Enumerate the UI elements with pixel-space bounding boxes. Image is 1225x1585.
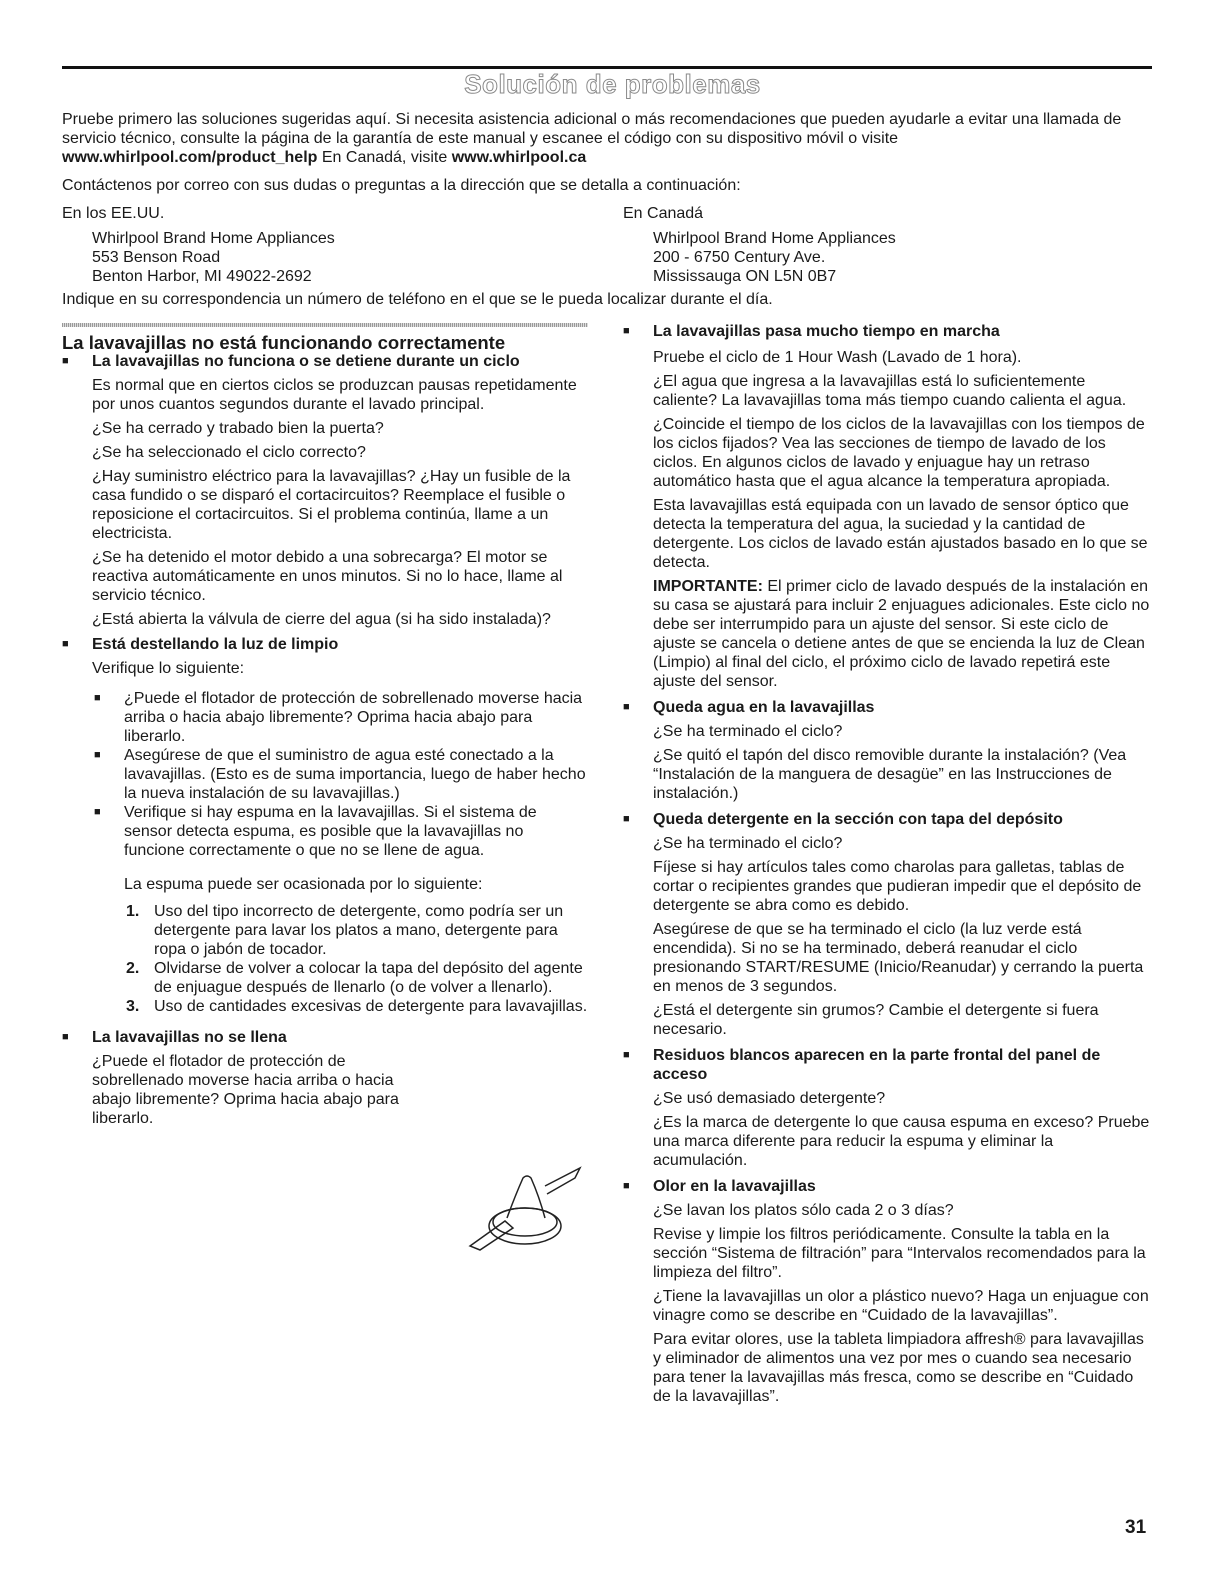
sub-bullet: ■ ¿Puede el flotador de protección de sobrellenado moverse hacia arriba o hacia abajo libremente? Oprima hacia abajo para liberarlo. [92, 689, 588, 746]
overfill-float-illustration [465, 1166, 585, 1251]
bullet-heading: ■ Queda agua en la lavavajillas [623, 698, 1151, 717]
body-text: Pruebe el ciclo de 1 Hour Wash (Lavado de 1 hora). [653, 349, 1022, 366]
body-text: ¿Se ha terminado el ciclo? [653, 835, 843, 852]
body-text: Esta lavavajillas está equipada con un lavado de sensor óptico que detecta la temperatura del agua, la suciedad y la cantidad de detergente. Los ciclos de lavado están ajustados basado en lo que se detecta. [653, 497, 1148, 571]
important-text: El primer ciclo de lavado después de la instalación en su casa se ajustará para incluir 2 enjuagues adicionales. Este ciclo no debe ser interrumpido para un ajuste del sensor. Si este ciclo de ajuste se cancela o detiene antes de que se encienda la luz de Clean (Limpio) al final del ciclo, el próximo ciclo de lavado repetirá este ajuste del sensor. [653, 578, 1150, 690]
body-text: ¿Se ha terminado el ciclo? [653, 723, 843, 740]
us-address-label: En los EE.UU. [62, 205, 165, 222]
bullet-heading: ■ Queda detergente en la sección con tapa del depósito [623, 810, 1151, 829]
body-text: Es normal que en ciertos ciclos se produzcan pausas repetidamente por unos cuantos segundos durante el lavado principal. [92, 377, 577, 413]
bullet-heading: ■ La lavavajillas no se llena [62, 1028, 588, 1047]
body-text: ¿Se ha cerrado y trabado bien la puerta? [92, 420, 384, 437]
body-text: ¿Puede el flotador de protección de sobrellenado moverse hacia arriba o hacia abajo libremente? Oprima hacia abajo para liberarlo. [92, 1053, 399, 1127]
address-line: 200 - 6750 Century Ave. [653, 249, 826, 266]
address-line: Benton Harbor, MI 49022-2692 [92, 268, 312, 285]
address-line: Whirlpool Brand Home Appliances [653, 230, 896, 247]
bullet-heading: ■ Olor en la lavavajillas [623, 1177, 1151, 1196]
numbered-item [120, 902, 588, 959]
body-text: ¿Hay suministro eléctrico para la lavavajillas? ¿Hay un fusible de la casa fundido o se disparó el cortacircuitos? Reemplace el fusible o reposicione el cortacircuitos. Si el problema continúa, llame a un electricista. [92, 468, 571, 542]
phone-note: Indique en su correspondencia un número de teléfono en el que se le pueda localizar durante el día. [62, 291, 773, 308]
body-text: ¿Se usó demasiado detergente? [653, 1090, 886, 1107]
canada-address-label: En Canadá [623, 205, 704, 222]
us-address [92, 229, 335, 286]
item-text: Uso de cantidades excesivas de detergente para lavavajillas. [154, 998, 588, 1015]
bullet-heading: ■ Residuos blancos aparecen en la parte frontal del panel de acceso [623, 1046, 1151, 1084]
bullet-heading: ■ Está destellando la luz de limpio [62, 635, 588, 654]
body-text: ¿Es la marca de detergente lo que causa espuma en exceso? Pruebe una marca diferente para reducir la espuma y eliminar la acumulación. [653, 1114, 1150, 1169]
body-text: ¿Tiene la lavavajillas un olor a plástico nuevo? Haga un enjuague con vinagre como se describe en “Cuidado de la lavavajillas”. [653, 1288, 1149, 1324]
body-text: La espuma puede ser ocasionada por lo siguiente: [124, 876, 483, 893]
section-title: La lavavajillas no está funcionando correctamente [62, 332, 506, 353]
important-label: IMPORTANTE: [653, 578, 763, 595]
page-number: 31 [1125, 1517, 1147, 1538]
body-text: Fíjese si hay artículos tales como charolas para galletas, tablas de cortar o recipientes grandes que pudieran impedir que el depósito de detergente se abra como es debido. [653, 859, 1142, 914]
left-column [62, 323, 588, 1128]
body-text: Revise y limpie los filtros periódicamente. Consulte la tabla en la sección “Sistema de filtración” para “Intervalos recomendados para la limpieza del filtro”. [653, 1226, 1146, 1281]
bullet-heading: ■ La lavavajillas no funciona o se detiene durante un ciclo [62, 352, 588, 371]
item-number: 2. [126, 960, 140, 977]
page-title: Solución de problemas [464, 69, 761, 99]
bullet-heading: ■ La lavavajillas pasa mucho tiempo en marcha [623, 322, 1151, 341]
sub-bullet: ■ Verifique si hay espuma en la lavavajillas. Si el sistema de sensor detecta espuma, es posible que la lavavajillas no funcione correctamente o que no se llene de agua. [92, 803, 588, 860]
important-note [653, 577, 1151, 691]
body-text: ¿Está el detergente sin grumos? Cambie el detergente si fuera necesario. [653, 1002, 1099, 1038]
contact-note: Contáctenos por correo con sus dudas o preguntas a la dirección que se detalla a continuación: [62, 177, 741, 194]
item-number: 3. [126, 998, 140, 1015]
address-line: Whirlpool Brand Home Appliances [92, 230, 335, 247]
body-text: ¿El agua que ingresa a la lavavajillas está lo suficientemente caliente? La lavavajillas toma más tiempo cuando calienta el agua. [653, 373, 1127, 409]
right-column [623, 322, 1151, 1406]
body-text: ¿Se ha seleccionado el ciclo correcto? [92, 444, 366, 461]
body-text: Para evitar olores, use la tableta limpiadora affresh® para lavavajillas y eliminador de alimentos una vez por mes o cuando sea necesario para tener la lavavajillas más fresca, como se describe en “Cuidado de la lavavajillas”. [653, 1331, 1144, 1405]
canada-link[interactable]: www.whirlpool.ca [451, 149, 587, 166]
body-text: ¿Se lavan los platos sólo cada 2 o 3 días? [653, 1202, 954, 1219]
intro-text: Pruebe primero las soluciones sugeridas aquí. Si necesita asistencia adicional o más recomendaciones que pueden ayudarle a evitar una llamada de servicio técnico, consulte la página de la garantía de este manual y escanee el código con su dispositivo móvil o visite [62, 111, 1122, 147]
sub-bullet: ■ Asegúrese de que el suministro de agua esté conectado a la lavavajillas. (Esto es de suma importancia, luego de haber hecho la nueva instalación de su lavavajillas.) [92, 746, 588, 803]
body-text: ¿Se ha detenido el motor debido a una sobrecarga? El motor se reactiva automáticamente en unos minutos. Si no lo hace, llame al servicio técnico. [92, 549, 563, 604]
body-text: ¿Está abierta la válvula de cierre del agua (si ha sido instalada)? [92, 611, 551, 628]
numbered-item [120, 997, 588, 1016]
item-number: 1. [126, 903, 140, 920]
body-text: ¿Coincide el tiempo de los ciclos de la lavavajillas con los tiempos de los ciclos fijados? Vea las secciones de tiempo de lavado de los ciclos. En algunos ciclos de lavado y enjuague hay un retraso automático hasta que el agua alcance la temperatura apropiada. [653, 416, 1145, 490]
item-text: Uso del tipo incorrecto de detergente, como podría ser un detergente para lavar los platos a mano, detergente para ropa o jabón de tocador. [154, 903, 564, 958]
body-text: Asegúrese de que se ha terminado el ciclo (la luz verde está encendida). Si no se ha terminado, deberá reanudar el ciclo presionando START/RESUME (Inicio/Reanudar) y cerrando la puerta en menos de 3 segundos. [653, 921, 1144, 995]
us-help-link[interactable]: www.whirlpool.com/product_help [62, 149, 318, 166]
address-line: Mississauga ON L5N 0B7 [653, 268, 837, 285]
canada-text: En Canadá, visite [317, 149, 452, 166]
address-line: 553 Benson Road [92, 249, 221, 266]
section-rule [62, 323, 588, 327]
item-text: Olvidarse de volver a colocar la tapa del depósito del agente de enjuague después de llenarlo (o de volver a llenarlo). [154, 960, 583, 996]
numbered-item [120, 959, 588, 997]
body-text: Verifique lo siguiente: [92, 660, 245, 677]
body-text: ¿Se quitó el tapón del disco removible durante la instalación? (Vea “Instalación de la manguera de desagüe” en las Instrucciones de instalación.) [653, 747, 1127, 802]
canada-address [653, 229, 896, 286]
intro-paragraph [62, 110, 1152, 167]
